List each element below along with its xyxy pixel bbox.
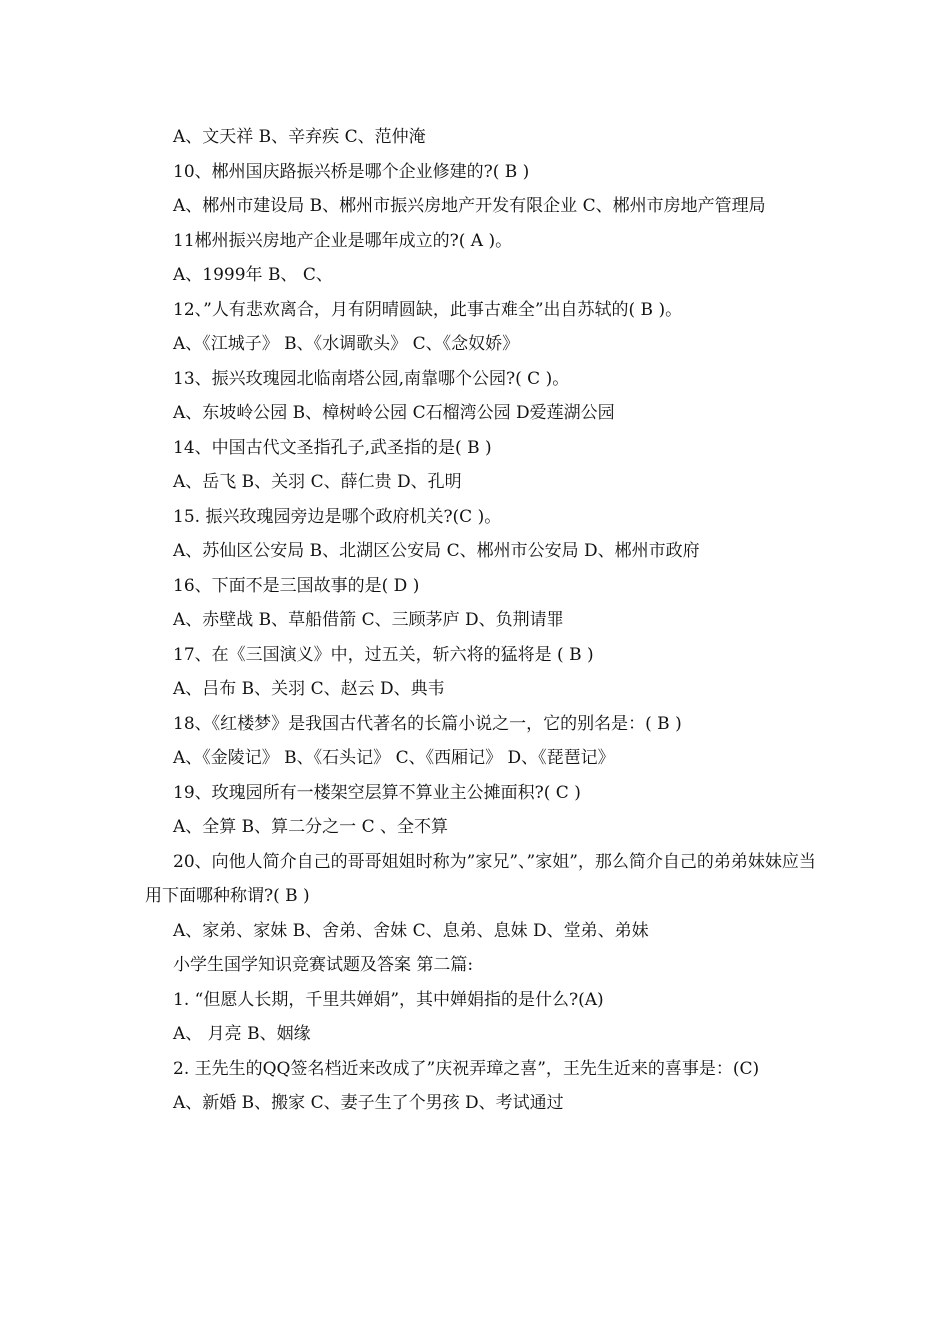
answer-options-line: A、家弟、家妹 B、舍弟、舍妹 C、息弟、息妹 D、堂弟、弟妹 bbox=[173, 920, 649, 941]
answer-options-line: A、吕布 B、关羽 C、赵云 D、典韦 bbox=[173, 679, 445, 699]
section-heading: 小学生国学知识竞赛试题及答案 第二篇: bbox=[173, 955, 474, 975]
question-line: 10、郴州国庆路振兴桥是哪个企业修建的?( B ) bbox=[173, 161, 530, 182]
answer-options-line: A、岳飞 B、关羽 C、薛仁贵 D、孔明 bbox=[173, 472, 462, 492]
question-line: 16、下面不是三国故事的是( D ) bbox=[173, 575, 420, 596]
answer-options-line: A、苏仙区公安局 B、北湖区公安局 C、郴州市公安局 D、郴州市政府 bbox=[173, 541, 700, 561]
answer-options-line: A、郴州市建设局 B、郴州市振兴房地产开发有限企业 C、郴州市房地产管理局 bbox=[173, 196, 766, 216]
answer-options-line: A、1999年 B、 C、 bbox=[173, 265, 333, 285]
answer-options-line: A、 月亮 B、姻缘 bbox=[173, 1024, 311, 1044]
question-line: 2. 王先生的QQ签名档近来改成了”庆祝弄璋之喜”，王先生近来的喜事是：(C) bbox=[173, 1058, 760, 1079]
answer-options-line: A、全算 B、算二分之一 C 、全不算 bbox=[173, 817, 448, 837]
question-line: 20、向他人简介自己的哥哥姐姐时称为”家兄”、”家姐”，那么简介自己的弟弟妹妹应当用下面哪种称谓?( B ) bbox=[145, 851, 816, 906]
question-line: 1. “但愿人长期，千里共婵娟”，其中婵娟指的是什么?(A) bbox=[173, 989, 604, 1010]
answer-options-line: A、新婚 B、搬家 C、妻子生了个男孩 D、考试通过 bbox=[173, 1093, 564, 1113]
question-line: 15. 振兴玫瑰园旁边是哪个政府机关?(C )。 bbox=[173, 506, 502, 527]
answer-options-line: A、文天祥 B、辛弃疾 C、范仲淹 bbox=[173, 127, 426, 147]
question-line: 17、在《三国演义》中，过五关，斩六将的猛将是 ( B ) bbox=[173, 644, 594, 665]
question-line: 12、”人有悲欢离合，月有阴晴圆缺，此事古难全”出自苏轼的( B )。 bbox=[173, 299, 683, 320]
question-line: 11郴州振兴房地产企业是哪年成立的?( A )。 bbox=[173, 230, 513, 251]
answer-options-line: A、《金陵记》 B、《石头记》 C、《西厢记》 D、《琵琶记》 bbox=[173, 748, 615, 768]
answer-options-line: A、赤壁战 B、草船借箭 C、三顾茅庐 D、负荆请罪 bbox=[173, 610, 564, 630]
question-line: 19、玫瑰园所有一楼架空层算不算业主公摊面积?( C ) bbox=[173, 782, 581, 803]
document-body bbox=[145, 120, 825, 1121]
answer-options-line: A、《江城子》 B、《水调歌头》 C、《念奴娇》 bbox=[173, 334, 520, 354]
answer-options-line: A、东坡岭公园 B、樟树岭公园 C石榴湾公园 D爱莲湖公园 bbox=[173, 403, 615, 423]
question-line: 13、振兴玫瑰园北临南塔公园,南靠哪个公园?( C )。 bbox=[173, 368, 570, 389]
question-line: 18、《红楼梦》是我国古代著名的长篇小说之一，它的别名是：( B ) bbox=[173, 713, 682, 734]
question-line: 14、中国古代文圣指孔子,武圣指的是( B ) bbox=[173, 437, 492, 458]
